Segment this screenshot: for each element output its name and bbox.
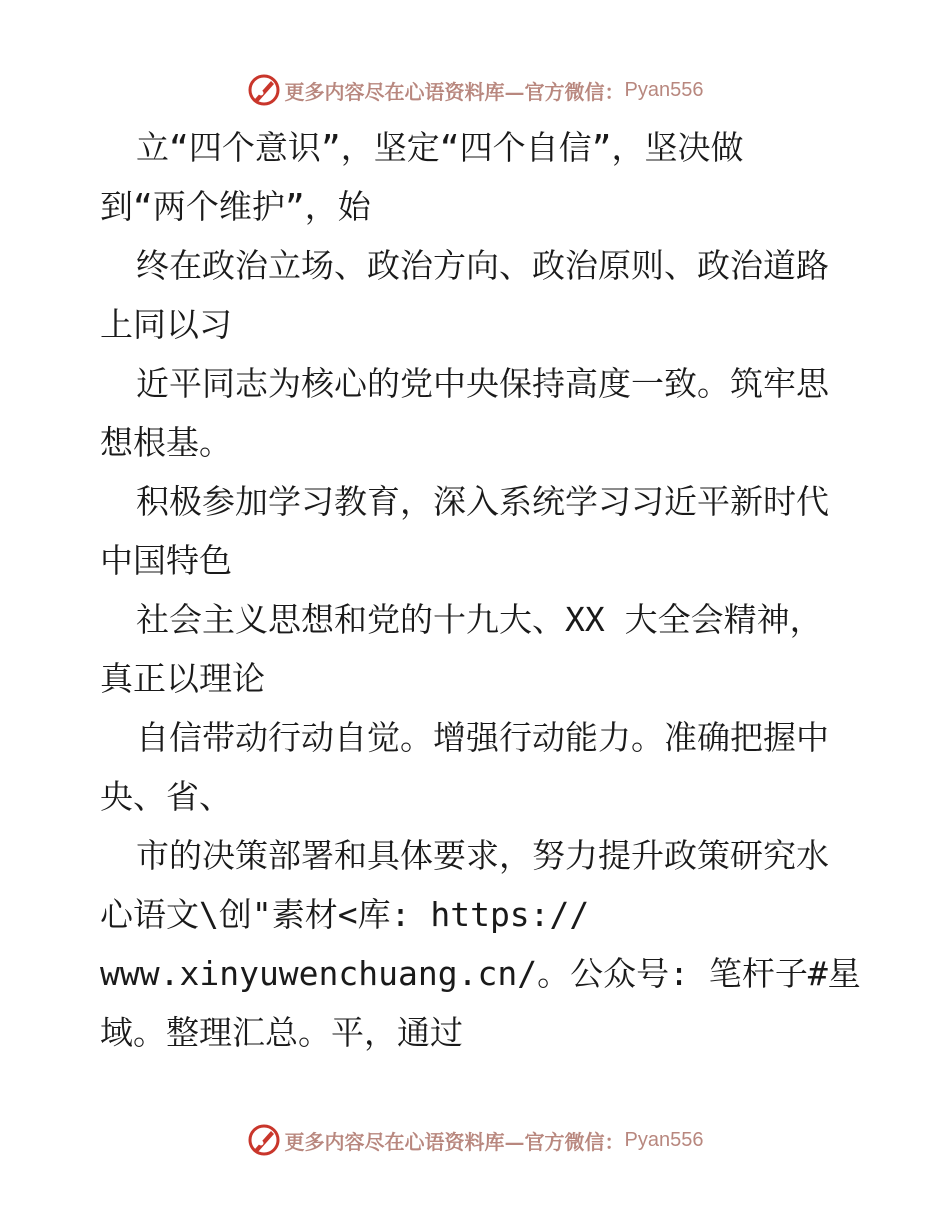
body-line: 自信带动行动自觉。增强行动能力。准确把握中 xyxy=(136,718,829,757)
footer-banner-text: 更多内容尽在心语资料库—官方微信： xyxy=(284,1129,625,1154)
body-line: 立“四个意识”，坚定“四个自信”，坚决做 xyxy=(136,128,744,167)
header-wechat-id: Pyan556 xyxy=(624,78,704,101)
document-body xyxy=(100,118,860,1062)
body-line: 想根基。 xyxy=(100,423,232,462)
body-line: 到“两个维护”，始 xyxy=(100,187,371,226)
footer-banner xyxy=(0,1120,950,1160)
body-line: 终在政治立场、政治方向、政治原则、政治道路 xyxy=(136,246,829,285)
body-line: 社会主义思想和党的十九大、XX 大全会精神， xyxy=(136,600,823,639)
footer-wechat-id: Pyan556 xyxy=(624,1128,704,1151)
header-banner xyxy=(0,70,950,110)
body-line: 市的决策部署和具体要求，努力提升政策研究水 xyxy=(136,836,829,875)
body-line: 上同以习 xyxy=(100,305,232,344)
header-banner-text: 更多内容尽在心语资料库—官方微信： xyxy=(284,79,625,104)
body-line: 积极参加学习教育，深入系统学习习近平新时代 xyxy=(136,482,829,521)
pen-logo-icon xyxy=(247,73,281,107)
body-line: 近平同志为核心的党中央保持高度一致。筑牢思 xyxy=(136,364,829,403)
body-line: www.xinyuwenchuang.cn/。公众号: 笔杆子#星 xyxy=(100,954,861,993)
body-line: 中国特色 xyxy=(100,541,232,580)
pen-logo-icon xyxy=(247,1123,281,1157)
body-line: 域。整理汇总。平，通过 xyxy=(100,1013,463,1052)
body-line: 真正以理论 xyxy=(100,659,265,698)
body-line: 央、省、 xyxy=(100,777,232,816)
body-line: 心语文\创"素材<库: https:// xyxy=(100,895,590,934)
